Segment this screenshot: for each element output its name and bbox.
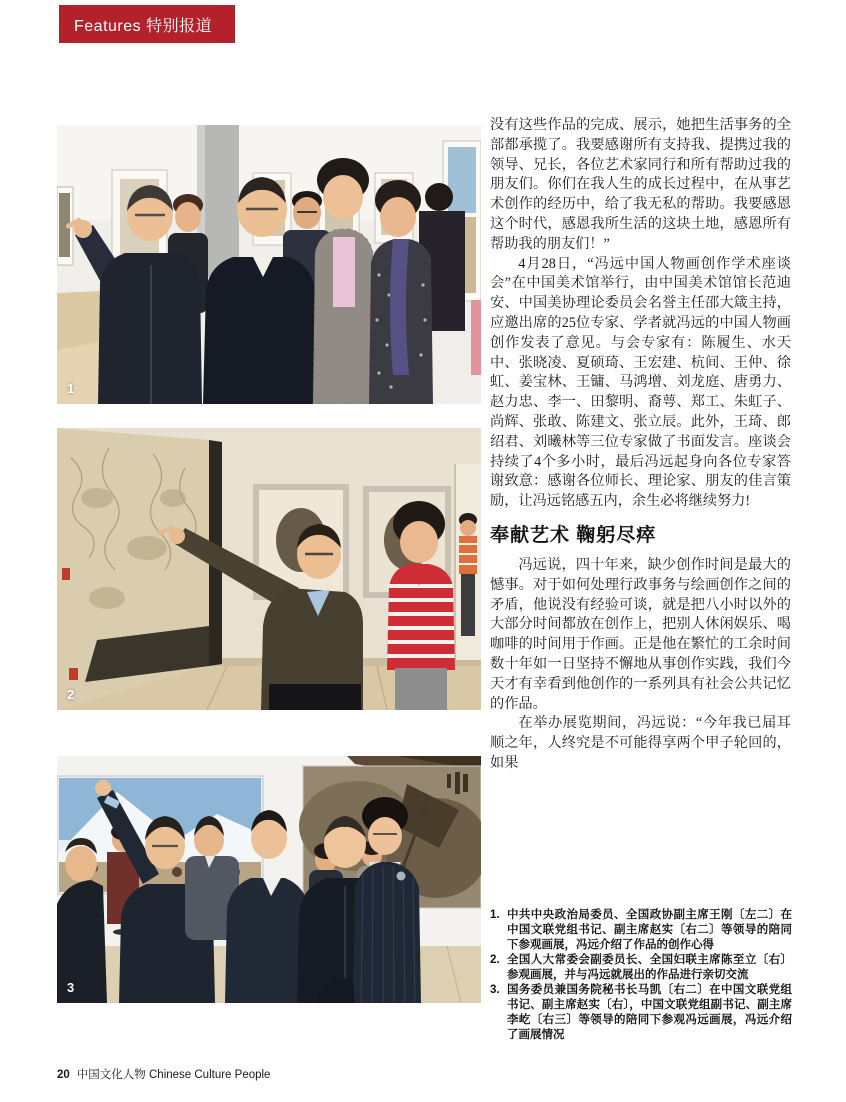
- caption-1-text: 中共中央政治局委员、全国政协副主席王刚〔左二〕在中国文联党组书记、副主席赵实〔右二〕等领导的陪同下参观画展，冯远介绍了作品的创作心得: [507, 909, 792, 951]
- page-footer: [57, 1066, 270, 1082]
- caption-1: [490, 908, 792, 953]
- photo-1-illustration: [57, 125, 481, 404]
- footer-magazine-title: 中国文化人物 Chinese Culture People: [76, 1069, 271, 1081]
- photo-3-number: 3: [67, 980, 75, 995]
- photo-2-number: 2: [67, 687, 75, 702]
- article-paragraph-1: 没有这些作品的完成、展示，她把生活事务的全部都承揽了。我要感谢所有支持我、提携过我的领导、兄长，各位艺术家同行和所有帮助过我的朋友们。你们在我人生的成长过程中，在从事艺术创作的经历中，给了我无私的帮助。我要感恩这个时代，感恩我所生活的这块土地，感恩所有帮助我的朋友们！”: [490, 117, 791, 252]
- photo-captions: [490, 908, 792, 1043]
- photo-1: [57, 125, 481, 404]
- footer-page-number: 20: [57, 1069, 70, 1081]
- caption-1-number: 1.: [490, 909, 500, 921]
- photo-3-illustration: [57, 756, 481, 1003]
- section-badge: [59, 5, 235, 43]
- photo-2-illustration: [57, 428, 481, 710]
- caption-2-text: 全国人大常委会副委员长、全国妇联主席陈至立〔右〕参观画展，并与冯远就展出的作品进行亲切交流: [507, 954, 792, 981]
- caption-3-number: 3.: [490, 984, 500, 996]
- caption-2-number: 2.: [490, 954, 500, 966]
- photo-2: [57, 428, 481, 710]
- article-paragraph-2: 4月28日，“冯远中国人物画创作学术座谈会”在中国美术馆举行，由中国美术馆馆长范迪安、中国美协理论委员会名誉主任邵大箴主持，应邀出席的25位专家、学者就冯远的中国人物画创作发表了意见。与会专家有：陈履生、水天中、张晓凌、夏硕琦、王宏建、杭间、王仲、徐虹、姜宝林、王镛、马鸿增、刘龙庭、唐勇力、赵力忠、李一、田黎明、裔萼、郑工、朱虹子、尚辉、张敢、陈建文、张立辰。此外，王琦、郎绍君、刘曦林等三位专家做了书面发言。座谈会持续了4个多小时，最后冯远起身向各位专家答谢致意：感谢各位师长、理论家、朋友的佳言策励，让冯远铭感五内，余生必将继续努力!: [490, 255, 791, 510]
- photo-3: [57, 756, 481, 1003]
- caption-2: [490, 953, 792, 983]
- caption-3: [490, 983, 792, 1043]
- caption-3-text: 国务委员兼国务院秘书长马凯〔右二〕在中国文联党组书记、副主席赵实〔右〕，中国文联党组副书记、副主席李屹〔右三〕等领导的陪同下参观冯远画展，冯远介绍了画展情况: [507, 984, 792, 1041]
- section-heading: 奉献艺术 鞠躬尽瘁: [490, 524, 657, 546]
- article-column: [490, 116, 791, 774]
- section-badge-label: Features 特别报道: [74, 17, 213, 35]
- article-paragraph-3: 冯远说，四十年来，缺少创作时间是最大的憾事。对于如何处理行政事务与绘画创作之间的矛盾，他说没有经验可谈，就是把八小时以外的大部分时间都放在创作上，把别人休闲娱乐、喝咖啡的时间用于作画。正是他在繁忙的工余时间数十年如一日坚持不懈地从事创作实践，我们今天才有幸看到他创作的一系列具有社会公共记忆的作品。: [490, 556, 791, 712]
- article-paragraph-4: 在举办展览期间，冯远说：“今年我已届耳顺之年，人终究是不可能得享两个甲子轮回的，如果: [490, 715, 791, 771]
- photo-1-number: 1: [67, 381, 75, 396]
